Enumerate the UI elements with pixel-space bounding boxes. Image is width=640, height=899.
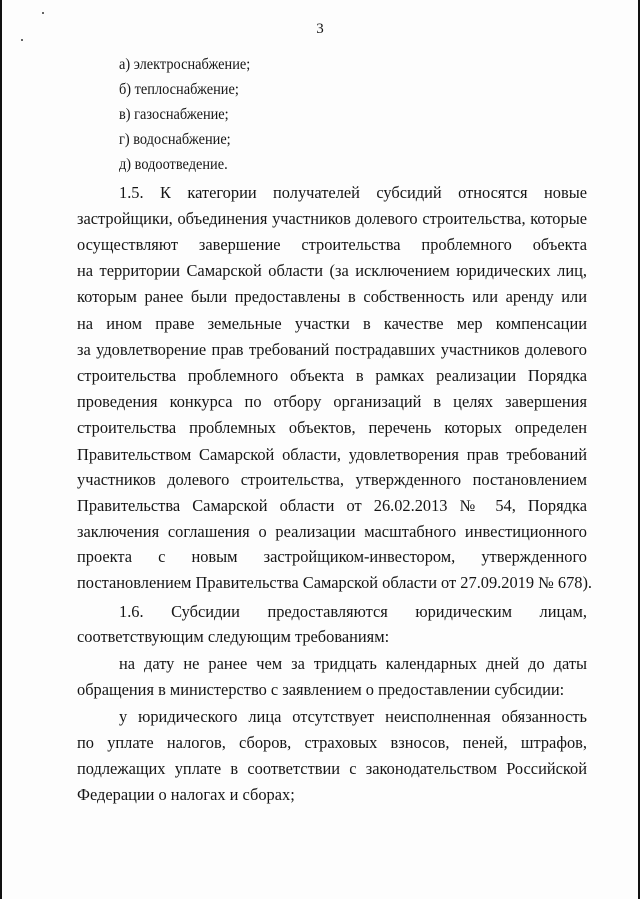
scan-speck [21,39,23,41]
list-item: а) электроснабжение; [119,56,251,73]
page-number: 3 [316,21,324,37]
text-line: строительства проблемного объекта в рамках реализации Порядка [77,366,587,385]
text-line: подлежащих уплате в соответствии с законодательством Российской [77,759,587,778]
text-line: проведения конкурса по отбору организаций в целях завершения [77,392,587,411]
list-item: г) водоснабжение; [119,131,231,148]
text-line: соответствующим следующим требованиям: [77,627,390,646]
text-line: осуществляют завершение строительства проблемного объекта [77,235,587,254]
text-line: на территории Самарской области (за исключением юридических лиц, [77,261,587,280]
text-line: 1.6. Субсидии предоставляются юридическим лицам, [119,602,587,621]
text-line: Федерации о налогах и сборах; [77,785,295,804]
text-line: за удовлетворение прав требований пострадавших участников долевого [77,340,587,359]
text-line: Правительством Самарской области, удовлетворения прав требований [77,445,587,464]
text-line: 1.5. К категории получателей субсидий относятся новые [119,183,587,202]
text-line: обращения в министерство с заявлением о предоставлении субсидии: [77,680,565,699]
text-line: постановлением Правительства Самарской области от 27.09.2019 № 678). [77,573,593,592]
list-item: д) водоотведение. [119,156,228,173]
text-line: заключения соглашения о реализации масштабного инвестиционного [77,522,587,541]
text-line: участников долевого строительства, утвержденного постановлением [77,470,587,489]
scan-speck [42,12,44,14]
text-line: на дату не ранее чем за тридцать календарных дней до даты [119,654,587,673]
list-item: в) газоснабжение; [119,106,229,123]
text-line: которым ранее были предоставлены в собственность или аренду или [77,287,587,306]
text-line: строительства проблемных объектов, перечень которых определен [77,418,587,437]
text-line: на ином праве земельные участки в качестве мер компенсации [77,314,587,333]
text-line: проекта с новым застройщиком-инвестором, утвержденного [77,547,587,566]
text-line: у юридического лица отсутствует неисполненная обязанность [119,707,587,726]
list-item: б) теплоснабжение; [119,81,239,98]
text-line: по уплате налогов, сборов, страховых взносов, пеней, штрафов, [77,733,587,752]
text-line: Правительства Самарской области от 26.02.2013 № 54, Порядка [77,496,587,515]
text-line: застройщики, объединения участников долевого строительства, которые [77,209,587,228]
